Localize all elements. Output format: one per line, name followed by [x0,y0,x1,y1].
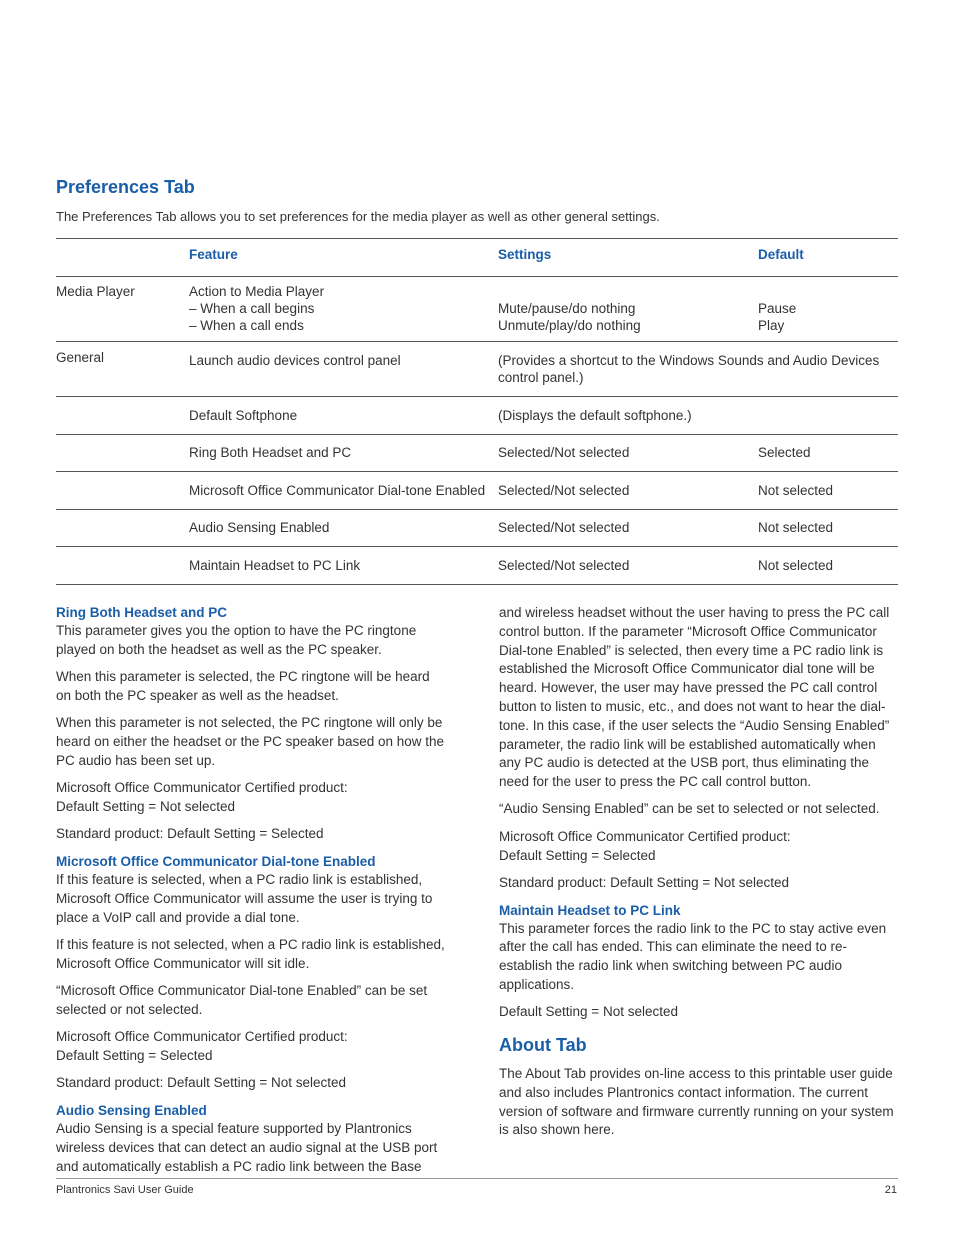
media-default-line: Pause [758,301,797,316]
table-row-feature: Audio Sensing Enabled [189,520,330,535]
ring-paragraph: When this parameter is not selected, the PC ringtone will only be heard on either the headset or the PC speaker based on how the PC audio has been set up. [56,715,445,768]
table-top-rule [56,238,898,239]
moc-paragraph: “Microsoft Office Communicator Dial-tone Enabled” can be set selected or not selected. [56,982,428,1017]
ring-paragraph [56,779,448,817]
header-feature: Feature [189,247,238,262]
right-column [499,604,899,1149]
ring-default-line: Default Setting = Not selected [56,798,235,814]
table-row-feature: Launch audio devices control panel [189,353,401,368]
maintain-paragraph: This parameter forces the radio link to the PC to stay active even after the call has ended. This can eliminate the need to re-establish the radio link when switching between PC audio applications. [499,920,887,993]
intro-text: The Preferences Tab allows you to set preferences for the media player as well as other general settings. [56,209,660,224]
table-row-rule [56,396,898,397]
table-row-settings: Selected/Not selected [498,445,630,460]
about-title: About Tab [499,1035,587,1056]
moc-heading: Microsoft Office Communicator Dial-tone Enabled [56,853,376,869]
media-feature-line: Action to Media Player [189,284,325,299]
as-default-line: Default Setting = Selected [499,847,656,863]
group-media-player: Media Player [56,284,135,299]
moc-paragraph: If this feature is selected, when a PC radio link is established, Microsoft Office Communicator will assume the user is trying to place a VoIP call and provide a dial tone. [56,871,433,925]
table-row-default: Selected [758,445,811,460]
audio-sensing-continued: and wireless headset without the user having to press the PC call control button. If the parameter “Microsoft Office Communicator Dial-tone Enabled” is selected, then every time a PC radio link is established the Microsoft Office Communicator dial tone will be heard. However, the user may have pressed the PC call control button to listen to music, etc., and does not want to hear the dial-tone. In this case, if the user selects the “Audio Sensing Enabled” parameter, the radio link will be established automatically when any PC audio is detected at the USB port, thus eliminating the need for the user to press the PC call control button. [499,605,890,790]
table-row-feature: Default Softphone [189,408,298,423]
table-row-feature: Microsoft Office Communicator Dial-tone Enabled [189,483,486,498]
audio-sensing-paragraph [499,828,899,866]
table-row-rule [56,546,898,547]
table-row-rule [56,341,898,342]
media-feature-line: – When a call ends [189,318,304,333]
table-row-default: Not selected [758,520,834,535]
moc-paragraph: Standard product: Default Setting = Not selected [56,1075,347,1091]
moc-certified-line: Microsoft Office Communicator Certified product: [56,1029,348,1045]
as-certified-line: Microsoft Office Communicator Certified product: [499,828,791,844]
table-row-rule [56,509,898,510]
moc-paragraph: If this feature is not selected, when a PC radio link is established, Microsoft Office Communicator will sit idle. [56,936,445,971]
group-general: General [56,350,105,365]
table-row-settings: (Provides a shortcut to the Windows Sounds and Audio Devices control panel.) [498,353,880,385]
table-row-rule [56,434,898,435]
audio-sensing-paragraph: “Audio Sensing Enabled” can be set to selected or not selected. [499,801,880,817]
table-row-settings: (Displays the default softphone.) [498,408,692,423]
maintain-heading: Maintain Headset to PC Link [499,902,681,918]
page-number: 21 [884,1184,897,1196]
table-row-settings: Selected/Not selected [498,520,630,535]
table-row-default: Not selected [758,558,834,573]
table-row-feature: Ring Both Headset and PC [189,445,352,460]
table-header-rule [56,276,898,277]
header-settings: Settings [498,247,552,262]
maintain-paragraph: Default Setting = Not selected [499,1004,678,1020]
table-row-rule [56,471,898,472]
audio-sensing-heading: Audio Sensing Enabled [56,1102,207,1118]
table-row-settings: Selected/Not selected [498,558,630,573]
ring-paragraph: Standard product: Default Setting = Selected [56,826,324,842]
ring-paragraph: This parameter gives you the option to have the PC ringtone played on both the headset as well as the PC speaker. [56,623,417,657]
media-feature-line: – When a call begins [189,301,315,316]
page-title: Preferences Tab [56,177,195,197]
ring-certified-line: Microsoft Office Communicator Certified product: [56,780,348,796]
media-settings-line: Unmute/play/do nothing [498,318,641,333]
footer-title: Plantronics Savi User Guide [56,1184,194,1196]
moc-paragraph [56,1028,448,1066]
media-default-line: Play [758,318,785,333]
left-column [56,604,448,1185]
audio-sensing-paragraph: Standard product: Default Setting = Not selected [499,874,790,890]
header-default: Default [758,247,804,262]
table-row-feature: Maintain Headset to PC Link [189,558,361,573]
about-paragraph: The About Tab provides on-line access to this printable user guide and also includes Plantronics contact information. The current version of software and firmware currently running on your system is also shown here. [499,1065,894,1138]
audio-sensing-paragraph: Audio Sensing is a special feature supported by Plantronics wireless devices that can detect an audio signal at the USB port and automatically establish a PC radio link between the Base [56,1120,438,1174]
table-row-default: Not selected [758,483,834,498]
media-settings-line: Mute/pause/do nothing [498,301,636,316]
table-bottom-rule [56,584,898,585]
ring-paragraph: When this parameter is selected, the PC ringtone will be heard on both the PC speaker as well as the headset. [56,669,430,703]
table-row-settings: Selected/Not selected [498,483,630,498]
ring-heading: Ring Both Headset and PC [56,605,228,620]
footer-rule [56,1178,898,1179]
moc-default-line: Default Setting = Selected [56,1047,213,1063]
